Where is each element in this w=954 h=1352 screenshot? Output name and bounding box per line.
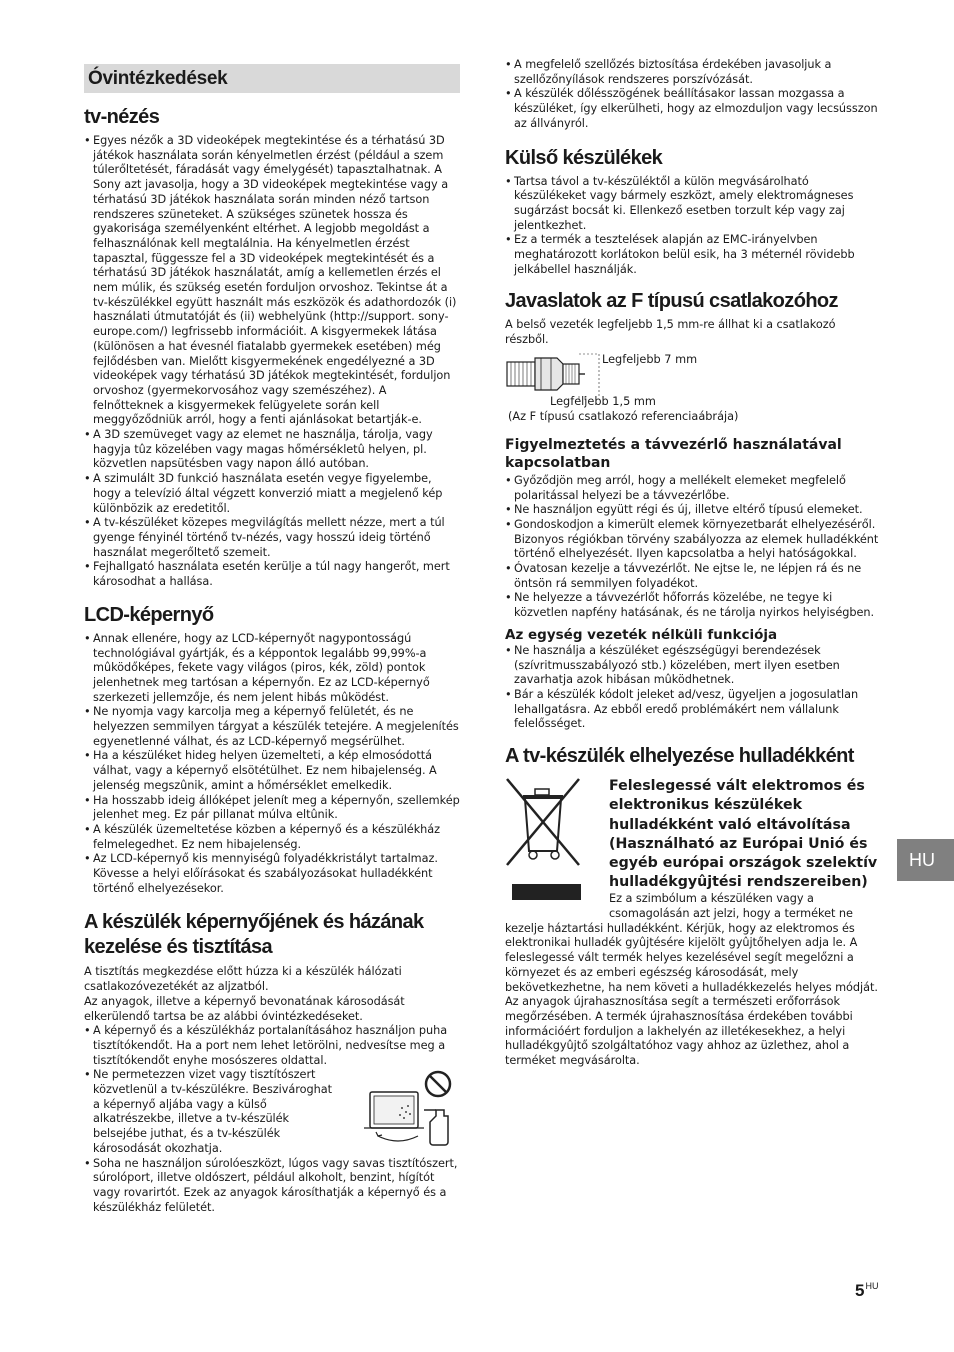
weee-text	[505, 892, 881, 1068]
line: a képernyő aljába vagy a külső	[93, 1097, 267, 1111]
list-item: • A megfelelő szellőzés biztosítása érdekében javasoljuk a szellőzőnyílások rendszeres porszívózását.	[505, 58, 881, 87]
list-item: • Bár a készülék kódolt jeleket ad/vesz, ügyeljen a jogosulatlan lehallgatásra. Az ebből eredő problémákért nem vállalunk felelősséget.	[505, 688, 881, 732]
clean-intro-2: Az anyagok, illetve a képernyő bevonatának károsodását elkerülendő tartsa be az alábbi óvintézkedéseket.	[84, 994, 405, 1023]
list-item-no-spray	[84, 1068, 460, 1156]
remote-heading: Figyelmeztetés a távvezérlő használatával kapcsolatban	[505, 436, 842, 471]
f-connector-text: A belső vezeték legfeljebb 1,5 mm-re állhat ki a csatlakozó részből.	[505, 318, 836, 347]
line: belsejébe juthat, és a tv-készülék	[93, 1127, 281, 1141]
external-devices-heading: Külső készülékek	[505, 146, 663, 169]
disposal-heading: A tv-készülék elhelyezése hulladékként	[505, 745, 854, 768]
clean-heading: A készülék képernyőjének és házának kezelése és tisztítása	[84, 911, 424, 959]
f-caption: (Az F típusú csatlakozó referenciaábrája)	[508, 409, 739, 423]
line: károsodását okozhatja.	[93, 1141, 223, 1155]
right-column	[505, 58, 881, 1069]
list-item: • Ha a készüléket hideg helyen üzemelteti, a kép elmosódottá válhat, vagy a képernyő elsötétülhet. Ez nem hibajelenség. A jelenség megszûnik, amint a hőmérséklet emelkedik.	[84, 749, 460, 793]
list-item: • Ne használjon együtt régi és új, illetve eltérő típusú elemeket.	[505, 503, 881, 518]
list-item: • Ez a termék a tesztelések alapján az EMC-irányelvben meghatározott korlátokon belül esik, ha 3 méternél rövidebb jelkábellel használják.	[505, 233, 881, 277]
wireless-list	[505, 644, 881, 732]
line: Ne permetezzen vizet vagy tisztítószert	[93, 1068, 316, 1082]
clean-intro-1: A tisztítás megkezdése előtt húzza ki a készülék hálózati csatlakozóvezetékét az aljzatból.	[84, 965, 402, 994]
list-item: • Soha ne használjon súrolóeszközt, lúgos vagy savas tisztítószert, súrolóport, illetve oldószert, például alkoholt, benzint, hígítót vagy rovarirtót. Ezek az anyagok károsíthatják a képernyő és a készülékház felületét.	[84, 1157, 460, 1216]
tv-list	[84, 134, 460, 590]
list-item: • Egyes nézők a 3D videoképek megtekintése és a térhatású 3D játékok használata során kényelmetlen érzést (például a szem túlerőltetését, fáradását vagy émelygését) tapasztalhatnak. A Sony azt javasolja, hogy a 3D videoképek megtekintése vagy a térhatású 3D játékok használata során minden néző tartson rendszeres szüneteket. A szükséges szünetek hossza és gyakorisága személyenként eltérhet. A legjobb megoldást a felhasználónak kell megtalálnia. Ha kényelmetlen érzést tapasztal, függessze fel a 3D videoképek megtekintését és a térhatású 3D játékok használatát, amíg a kellemetlen érzés el nem múlik, és szükség esetén forduljon orvoshoz. Tekintse át a tv-készülékkel együtt használt más eszközök és adathordozók (i) használati útmutatóját és (ii) webhelyünk (http://support. sony-europe.com/) legfrissebb információit. A kisgyermekek látása (különösen a hat évesnél fiatalabb gyermekek esetében) még fejlődésben van. Mielőtt kisgyermekének engedélyezné a 3D videoképek vagy térhatású 3D játékok megtekintését, forduljon orvoshoz (gyermekorvosához vagy szemészéhez). A felnőtteknek a kisgyermekek felügyelete során kell meggyőződniük arról, hogy a fenti ajánlásokat betartják-e.	[84, 134, 460, 428]
top-list	[505, 58, 881, 132]
page-number-value: 5	[855, 1281, 865, 1300]
f-connector-figure	[505, 352, 881, 428]
left-column	[84, 58, 460, 1215]
list-item: • Tartsa távol a tv-készüléktől a külön megvásárolható készülékeket vagy bármely eszközt, amely elektromágneses sugárzást bocsát ki. Ellenkező esetben torzult kép vagy zaj jelentkezhet.	[505, 175, 881, 234]
language-tab: HU	[897, 839, 954, 881]
list-item: • Az LCD-képernyő kis mennyiségû folyadékkristályt tartalmaz. Kövesse a helyi előírásokat és szabályozásokat hulladékként történő elhelyezésekor.	[84, 852, 460, 896]
list-item: • Ne használja a készüléket egészségügyi berendezések (szívritmusszabályozó stb.) közelében, mert ilyen esetben zavarhatja azok hibásan mûködhetnek.	[505, 644, 881, 688]
lcd-heading: LCD-képernyő	[84, 603, 214, 626]
line: közvetlenül a tv-készülékre. Beszivároghat	[93, 1083, 332, 1097]
list-item: • A készülék dőlésszögének beállításakor lassan mozgassa a készüléket, így elkerülheti, hogy az elmozduljon vagy lecsússzon az állványról.	[505, 87, 881, 131]
list-item: • Ne nyomja vagy karcolja meg a képernyő felületét, és ne helyezzen semmilyen tárgyat a készülék tetejére. A megjelenítés egyenetlenné válhat, és az LCD-képernyő megsérülhet.	[84, 705, 460, 749]
list-item: • A tv-készüléket közepes megvilágítás mellett nézze, mert a túl gyenge fényinél történő tv-nézés, vagy hosszú ideig történő használat megerőltető szemeit.	[84, 516, 460, 560]
f-label-bottom: Legfeljebb 1,5 mm	[550, 394, 656, 408]
page-number-suffix: HU	[865, 1281, 879, 1291]
page-number	[855, 1281, 878, 1301]
weee-block	[505, 777, 881, 1069]
list-item: • Győződjön meg arról, hogy a mellékelt elemeket megfelelő polaritással helyezi be a távvezérlőbe.	[505, 474, 881, 503]
list-item: • A 3D szemüveget vagy az elemet ne használja, tárolja, vagy hagyja tûz közelében vagy magas hőmérsékletû helyen, pl. közvetlen napsütésben vagy napon álló autóban.	[84, 428, 460, 472]
section-title: Óvintézkedések	[84, 64, 460, 93]
list-item: • Fejhallgató használata esetén kerülje a túl nagy hangerőt, mert károsodhat a hallása.	[84, 560, 460, 589]
crossed-bin-icon	[505, 777, 585, 903]
external-devices-list	[505, 175, 881, 278]
list-item: • A készülék üzemeltetése közben a képernyő és a készülékház felmelegedhet. Ez nem hibajelenség.	[84, 823, 460, 852]
list-item: • A szimulált 3D funkció használata esetén vegye figyelembe, hogy a televízió által végzett konverzió miatt a megjelenő kép különbözik az eredetitől.	[84, 472, 460, 516]
f-label-top: Legfeljebb 7 mm	[602, 352, 698, 366]
line: alkatrészekbe, illetve a tv-készülék	[93, 1112, 290, 1126]
list-item: • Annak ellenére, hogy az LCD-képernyőt nagypontosságú technológiával gyártják, és a képpontok legalább 99,99%-a mûködőképes, fekete vagy világos (piros, kék, zöld) pontok jelenhetnek meg tartósan a képernyőn. Ez az LCD-képernyő szerkezeti jellemzője, és nem jelent hibás mûködést.	[84, 632, 460, 706]
list-item: • Gondoskodjon a kimerült elemek környezetbarát elhelyezéséről. Bizonyos régiókban törvény szabályozza az elemek hulladékként történő elhelyezését. Ilyen kapcsolatba a helyi hatóságokkal.	[505, 518, 881, 562]
no-spray-illustration-icon	[364, 1070, 460, 1150]
list-item: • Óvatosan kezelje a távvezérlőt. Ne ejtse le, ne lépjen rá és ne öntsön rá semmilyen folyadékot.	[505, 562, 881, 591]
list-item: • Ne helyezze a távvezérlőt hőforrás közelébe, ne tegye ki közvetlen napfény hatásának, és ne tárolja nyirkos helyiségben.	[505, 591, 881, 620]
weee-title: Feleslegessé vált elektromos és elektronikus készülékek hulladékként való eltávolítása (Használható az Európai Unió és egyéb európai országok szelektív hulladékgyûjtési rendszereiben)	[609, 778, 878, 891]
tv-heading: tv-nézés	[84, 106, 160, 128]
remote-list	[505, 474, 881, 621]
clean-list	[84, 1024, 460, 1215]
weee-paragraph: kezelje háztartási hulladékként. Kérjük, hogy az elektromos és elektronikai hulladék gyûjtésére kijelölt gyûjtőhelyen adja le. A feleslegessé vált termék helyes kezelésével segít megelőzni a környezet és az emberi egészség károsodását, mely bekövetkezhetne, ha nem követi a hulladékkezelés helyes módját. Az anyagok újrahasznosítása segít a természeti erőforrások megőrzésében. A termék újrahasznosítása érdekében további információért forduljon a lakhelyén az illetékesekhez, a helyi hulladékgyûjtő szolgáltatóhoz vagy ahhoz az üzlethez, ahol a terméket megvásárolta.	[505, 921, 878, 1068]
lcd-list	[84, 632, 460, 897]
list-item: • Ha hosszabb ideig állóképet jelenít meg a képernyőn, szellemkép jelenhet meg. Ez pár pillanat múlva eltûnik.	[84, 794, 460, 823]
weee-line: csomagolásán azt jelzi, hogy a terméket ne	[609, 907, 853, 921]
wireless-heading: Az egység vezeték nélküli funkciója	[505, 626, 778, 643]
list-item: • A képernyő és a készülékház portalanításához használjon puha tisztítókendőt. Ha a port nem lehet letörölni, nedvesítse meg a tisztítókendőt enyhe mosószeres oldattal.	[84, 1024, 460, 1068]
weee-line: Ez a szimbólum a készüléken vagy a	[609, 892, 814, 906]
f-connector-heading: Javaslatok az F típusú csatlakozóhoz	[505, 290, 838, 313]
